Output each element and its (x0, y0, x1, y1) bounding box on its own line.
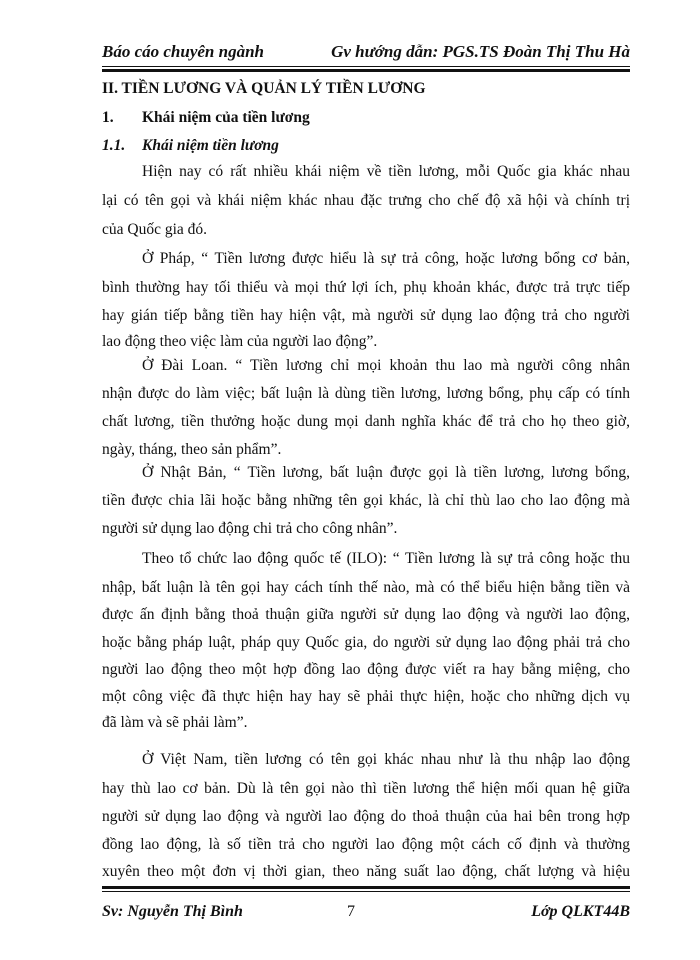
body-line: chất lương, tiền thưởng hoặc dung mọi danh nghĩa khác để trả cho họ theo giờ, (102, 413, 630, 430)
body-line: của Quốc gia đó. (102, 221, 208, 238)
body-line: hoặc bằng pháp luật, pháp quy Quốc gia, do người sử dụng lao động phải trả cho (102, 634, 630, 651)
subsection-number: 1. (102, 109, 114, 126)
body-line: nhập, bất luận là tên gọi hay cách tính thế nào, mà có thể biểu hiện bằng tiền và (102, 579, 630, 596)
header-rule-thin (102, 66, 630, 67)
body-line: Ở Nhật Bản, “ Tiền lương, bất luận được gọi là tiền lương, lương bổng, (142, 464, 630, 481)
body-line: Ở Pháp, “ Tiền lương được hiểu là sự trả công, hoặc lương bổng cơ bản, (142, 250, 630, 267)
body-line: Hiện nay có rất nhiều khái niệm về tiền lương, mỗi Quốc gia khác nhau (142, 163, 630, 180)
body-line: người sử dụng lao động và người lao động do thoả thuận của hai bên trong hợp (102, 808, 630, 825)
body-line: đã làm và sẽ phải làm”. (102, 714, 248, 731)
body-line: Ở Đài Loan. “ Tiền lương chỉ mọi khoản thu lao mà người công nhân (142, 357, 630, 374)
subsection-heading-1 (102, 109, 310, 127)
body-line: ngày, tháng, theo sản phẩm”. (102, 441, 282, 458)
body-line: lao động theo việc làm của người lao động”. (102, 333, 378, 350)
body-line: đồng lao động, là số tiền trả cho người lao động một cách cố định và thường (102, 836, 630, 853)
section-title: II. TIỀN LƯƠNG VÀ QUẢN LÝ TIỀN LƯƠNG (102, 80, 426, 97)
body-line: người lao động theo một hợp đồng lao động được viết ra hay bằng miệng, cho (102, 661, 630, 678)
page-number: 7 (347, 903, 355, 920)
body-line: tiền được chia lãi hoặc bằng những tên gọi khác, là chỉ thù lao cho lao động mà (102, 492, 630, 509)
body-line: hay gián tiếp bằng tiền hay hiện vật, mà người sử dụng lao động trả cho người (102, 307, 630, 324)
body-line: người sử dụng lao động chi trả cho công nhân”. (102, 520, 398, 537)
body-line: xuyên theo một đơn vị thời gian, theo năng suất lao động, chất lượng và hiệu (102, 863, 630, 880)
body-line: được ấn định bằng thoả thuận giữa người sử dụng lao động và người lao động, (102, 606, 630, 623)
header-rule-thick (102, 69, 630, 72)
body-line: hay thù lao cơ bản. Dù là tên gọi nào thì tiền lương thể hiện mối quan hệ giữa (102, 780, 630, 797)
body-line: Theo tổ chức lao động quốc tế (ILO): “ Tiền lương là sự trả công hoặc thu (142, 550, 630, 567)
header-report-title: Báo cáo chuyên ngành (102, 42, 264, 61)
header-supervisor: Gv hướng dẫn: PGS.TS Đoàn Thị Thu Hà (331, 42, 630, 61)
subsection-heading-1-1 (102, 137, 279, 155)
footer-student-name: Sv: Nguyễn Thị Bình (102, 903, 243, 920)
body-line: một công việc đã thực hiện hay hay sẽ phải thực hiện, hoặc cho những dịch vụ (102, 688, 630, 705)
page-footer (102, 903, 630, 927)
page-header (102, 40, 630, 66)
subsection-text: Khái niệm của tiền lương (142, 109, 310, 126)
footer-rule-thick (102, 886, 630, 889)
body-line: bình thường hay tối thiểu và mọi thứ lợi ích, phụ khoản khác, được trả trực tiếp (102, 279, 630, 296)
body-line: nhận được do làm việc; bất luận là dùng tiền lương, lương bổng, phụ cấp có tính (102, 385, 630, 402)
subsection-number: 1.1. (102, 137, 126, 154)
body-line: Ở Việt Nam, tiền lương có tên gọi khác nhau như là thu nhập lao động (142, 751, 630, 768)
body-line: lại có tên gọi và khái niệm khác nhau đặc trưng cho chế độ xã hội và chính trị (102, 192, 630, 209)
footer-rule-thin (102, 891, 630, 892)
subsection-text: Khái niệm tiền lương (142, 137, 279, 154)
footer-class: Lớp QLKT44B (531, 903, 630, 920)
